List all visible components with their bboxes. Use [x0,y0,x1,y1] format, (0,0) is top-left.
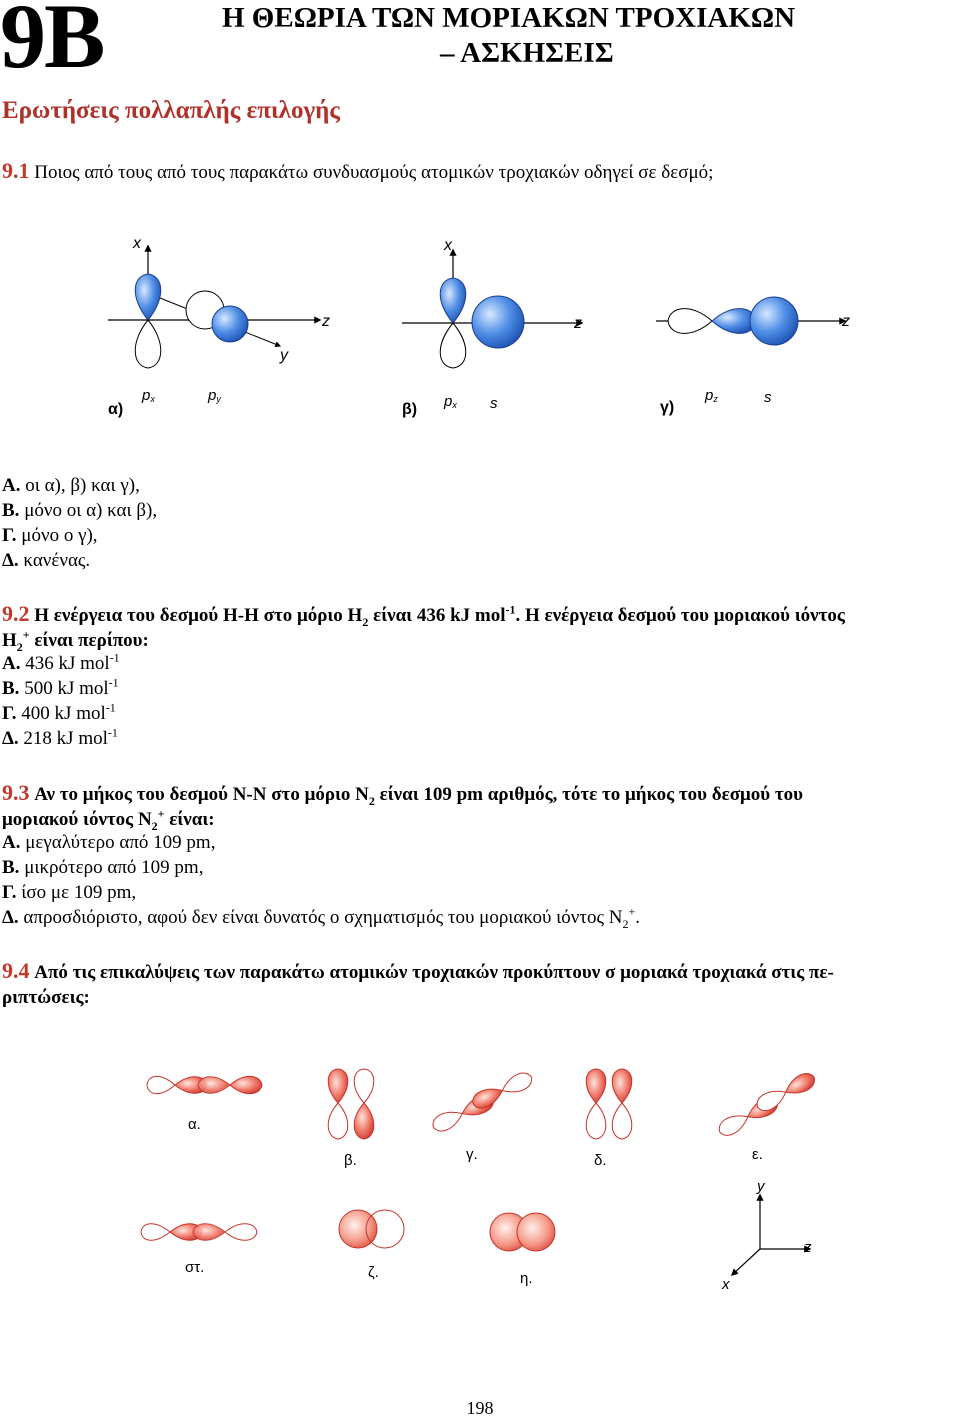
case-epsilon-label: ε. [752,1146,763,1163]
question-number: 9.2 [2,601,30,626]
px-positive-lobe [440,278,466,323]
orbital-overlap-figure-2 [120,1055,840,1300]
z-axis-label: z [842,313,850,330]
option-c[interactable]: Γ. ίσο με 109 pm, [2,882,137,903]
panel-a [108,235,330,418]
option-b[interactable]: Β. 500 kJ mol$^{-1}$ [2,675,119,699]
panel-c [656,297,850,416]
case-gamma [428,1069,536,1134]
option-d[interactable]: Δ. 218 kJ mol$^{-1}$ [2,725,118,749]
case-st [141,1224,257,1276]
lobe-shaded [230,1076,262,1093]
lobe-shaded [354,1103,374,1139]
s-orbital [750,297,798,345]
option-b[interactable]: Β. μόνο οι α) και β), [2,500,158,521]
case-epsilon [714,1070,820,1139]
panel-b [402,237,582,418]
page-title-line1: Η ΘΕΩΡΙΑ ΤΩΝ ΜΟΡΙΑΚΩΝ ΤΡΟΧΙΑΚΩΝ [222,2,796,34]
lobe-empty [147,1076,175,1093]
question-number: 9.1 [2,158,30,183]
question-text: Από τις επικαλύψεις των παρακάτω ατομικών τροχιακών προκύπτουν σ μοριακά τροχιακά στις πε- ριπτώσεις: [2,962,834,1008]
page-number: 198 [466,1398,494,1418]
lobe-empty [499,1069,535,1098]
lobe-empty [586,1103,606,1139]
pz-label: pz [705,387,718,404]
question-number: 9.3 [2,780,30,805]
option-a[interactable]: Α. οι α), β) και γ), [2,475,140,496]
option-a[interactable]: Α. μεγαλύτερο από 109 pm, [2,832,216,853]
question-9-1 [2,158,960,185]
case-beta-label: β. [344,1152,357,1169]
py-lobe-shaded [212,306,248,342]
case-alpha-label: α. [188,1116,201,1133]
lobe-shaded [612,1069,632,1103]
lobe-shaded [198,1077,230,1094]
px-label: px [142,387,155,404]
y-axis-label: y [280,347,288,364]
case-delta-label: δ. [594,1152,607,1169]
lobe-shaded [782,1070,818,1100]
options-9-3 [2,830,640,930]
lobe-shaded [328,1069,348,1103]
case-zeta-label: ζ. [368,1264,379,1281]
px-negative-lobe [135,320,161,368]
question-9-2 [2,601,960,653]
lobe-empty [716,1109,752,1139]
question-9-4 [2,958,960,1010]
x-axis-line [732,1249,760,1275]
option-d[interactable]: Δ. απροσδιόριστο, αφού δεν είναι δυνατός ο σχηματισμός του μοριακού ιόντος $N_2^+$. [2,904,641,931]
options-9-1 [2,473,157,573]
s-label: s [490,395,498,412]
option-c[interactable]: Γ. μόνο ο γ), [2,525,98,546]
case-eta-label: η. [520,1270,533,1287]
case-gamma-label: γ. [466,1146,478,1163]
section-subtitle: Ερωτήσεις πολλαπλής επιλογής [2,97,340,124]
options-9-2 [2,651,120,751]
s-label: s [764,389,772,406]
x-axis-label: x [444,237,452,254]
question-number: 9.4 [2,958,30,983]
lobe-shaded [586,1069,606,1103]
case-alpha [147,1076,262,1133]
case-zeta [339,1210,404,1281]
case-beta [328,1069,374,1169]
chapter-number: 9B [0,0,104,87]
question-text: Ποιος από τους από τους παρακάτω συνδυασμούς ατομικών τροχιακών οδηγεί σε δεσμό; [34,162,714,183]
lobe-empty [328,1103,348,1139]
z-axis-label: z [804,1239,812,1256]
option-b[interactable]: Β. μικρότερο από 109 pm, [2,857,204,878]
lobe-empty [225,1224,257,1241]
question-text: Αν το μήκος του δεσμού Ν-Ν στο μόριο $N_2$ είναι 109 pm αριθμός, τότε το μήκος του δεσμού του μοριακού ιόντος $N_2^+$ είναι: [2,784,804,833]
orbital-overlap-figure-1 [100,228,860,428]
option-d[interactable]: Δ. κανένας. [2,550,91,571]
lobe-empty [612,1103,632,1139]
option-a[interactable]: Α. 436 kJ mol$^{-1}$ [2,650,120,674]
panel-b-label: β) [402,401,418,418]
pz-positive-lobe [712,309,756,334]
panel-c-label: γ) [660,399,675,416]
lobe-empty [141,1224,170,1241]
pz-negative-lobe [668,309,712,334]
z-axis-label: z [574,315,582,332]
px-label: px [444,393,457,410]
question-text: Η ενέργεια του δεσμού Η-Η στο μόριο $H_2$ είναι 436 kJ mol$^{-1}$. Η ενέργεια δεσμού του μοριακού ιόντος $H_2^+$ είναι περίπου: [2,602,845,654]
case-delta [586,1069,632,1169]
lobe-empty [430,1106,466,1135]
case-st-label: στ. [185,1259,205,1276]
question-9-3 [2,780,960,832]
px-positive-lobe [135,274,161,320]
case-eta [490,1213,555,1287]
s-orbital [472,296,524,348]
s-orbital-shaded [517,1213,555,1251]
lobe-empty [354,1069,374,1103]
option-c[interactable]: Γ. 400 kJ mol$^{-1}$ [2,700,116,724]
y-axis-label: y [757,1178,765,1195]
page-title-line2: – ΑΣΚΗΣΕΙΣ [440,37,614,69]
py-label: py [208,387,221,404]
x-axis-label: x [722,1276,730,1293]
axes-legend [721,1178,812,1293]
panel-a-label: α) [108,401,124,418]
x-axis-label: x [133,235,141,252]
lobe-shaded [193,1224,225,1241]
px-negative-lobe [440,323,466,368]
z-axis-label: z [322,313,330,330]
